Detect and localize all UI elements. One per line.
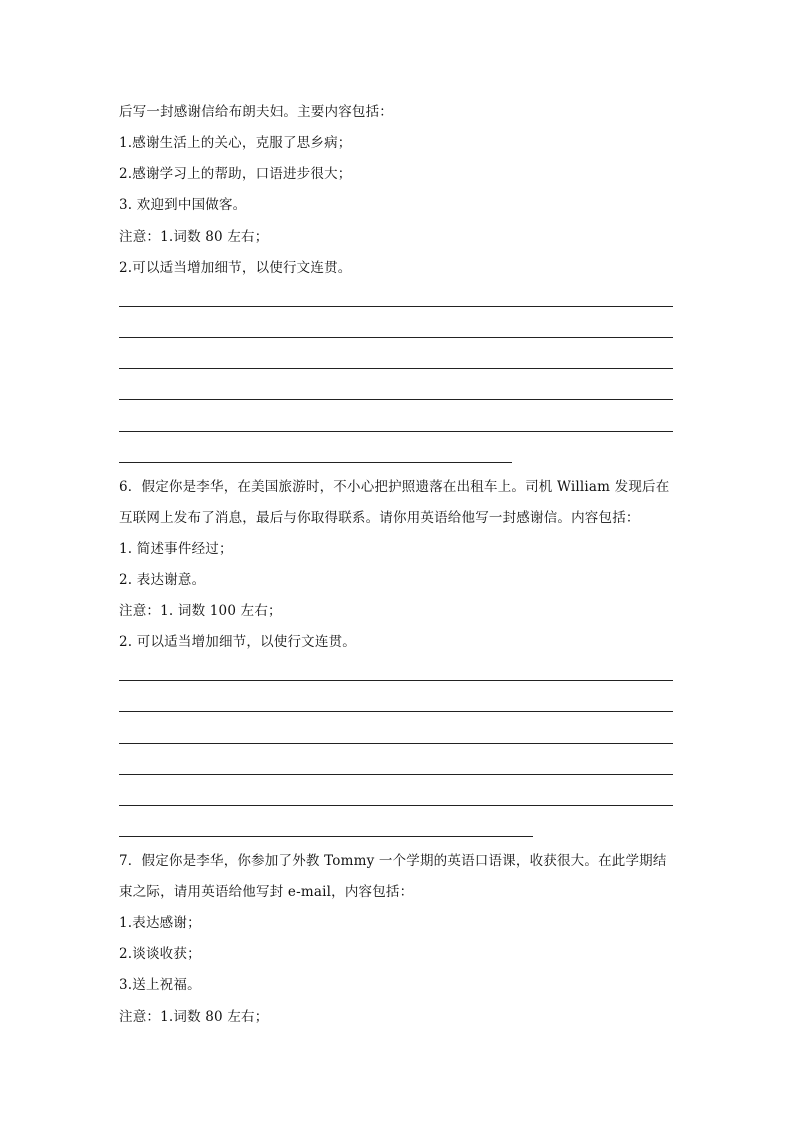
prev-question-note-1: 注意：1.词数 80 左右； xyxy=(119,229,269,245)
answer-line[interactable] xyxy=(119,368,673,369)
answer-line[interactable] xyxy=(119,462,512,463)
answer-line[interactable] xyxy=(119,306,673,307)
prev-question-item-3: 3. 欢迎到中国做客。 xyxy=(119,197,247,213)
question-6-note-1: 注意：1. 词数 100 左右； xyxy=(119,603,282,619)
prev-question-item-1: 1.感谢生活上的关心，克服了思乡病； xyxy=(119,135,352,151)
prev-question-intro: 后写一封感谢信给布朗夫妇。主要内容包括： xyxy=(119,104,393,120)
question-6-item-1: 1. 简述事件经过； xyxy=(119,541,233,557)
question-7-note-1: 注意：1.词数 80 左右； xyxy=(119,1009,269,1025)
question-7-item-3: 3.送上祝福。 xyxy=(119,977,201,993)
answer-line[interactable] xyxy=(119,743,673,744)
answer-line[interactable] xyxy=(119,805,673,806)
prev-question-item-2: 2.感谢学习上的帮助，口语进步很大； xyxy=(119,166,352,182)
answer-line[interactable] xyxy=(119,431,673,432)
question-6-note-2: 2. 可以适当增加细节，以使行文连贯。 xyxy=(119,634,356,650)
answer-line[interactable] xyxy=(119,337,673,338)
prev-question-note-2: 2.可以适当增加细节，以使行文连贯。 xyxy=(119,260,352,276)
question-7-line-2: 束之际，请用英语给他写封 e-mail，内容包括： xyxy=(119,884,414,900)
answer-line[interactable] xyxy=(119,711,673,712)
answer-line[interactable] xyxy=(119,836,533,837)
question-7-item-2: 2.谈谈收获； xyxy=(119,946,201,962)
question-6-line-2: 互联网上发布了消息，最后与你取得联系。请你用英语给他写一封感谢信。内容包括： xyxy=(119,510,640,526)
question-7-line-1: 7．假定你是李华，你参加了外教 Tommy 一个学期的英语口语课，收获很大。在此学期结 xyxy=(119,853,667,869)
question-6-line-1: 6．假定你是李华，在美国旅游时，不小心把护照遗落在出租车上。司机 William 发现后在 xyxy=(119,479,670,495)
answer-line[interactable] xyxy=(119,774,673,775)
question-6-item-2: 2. 表达谢意。 xyxy=(119,572,206,588)
answer-line[interactable] xyxy=(119,399,673,400)
answer-line[interactable] xyxy=(119,680,673,681)
question-7-item-1: 1.表达感谢； xyxy=(119,915,201,931)
